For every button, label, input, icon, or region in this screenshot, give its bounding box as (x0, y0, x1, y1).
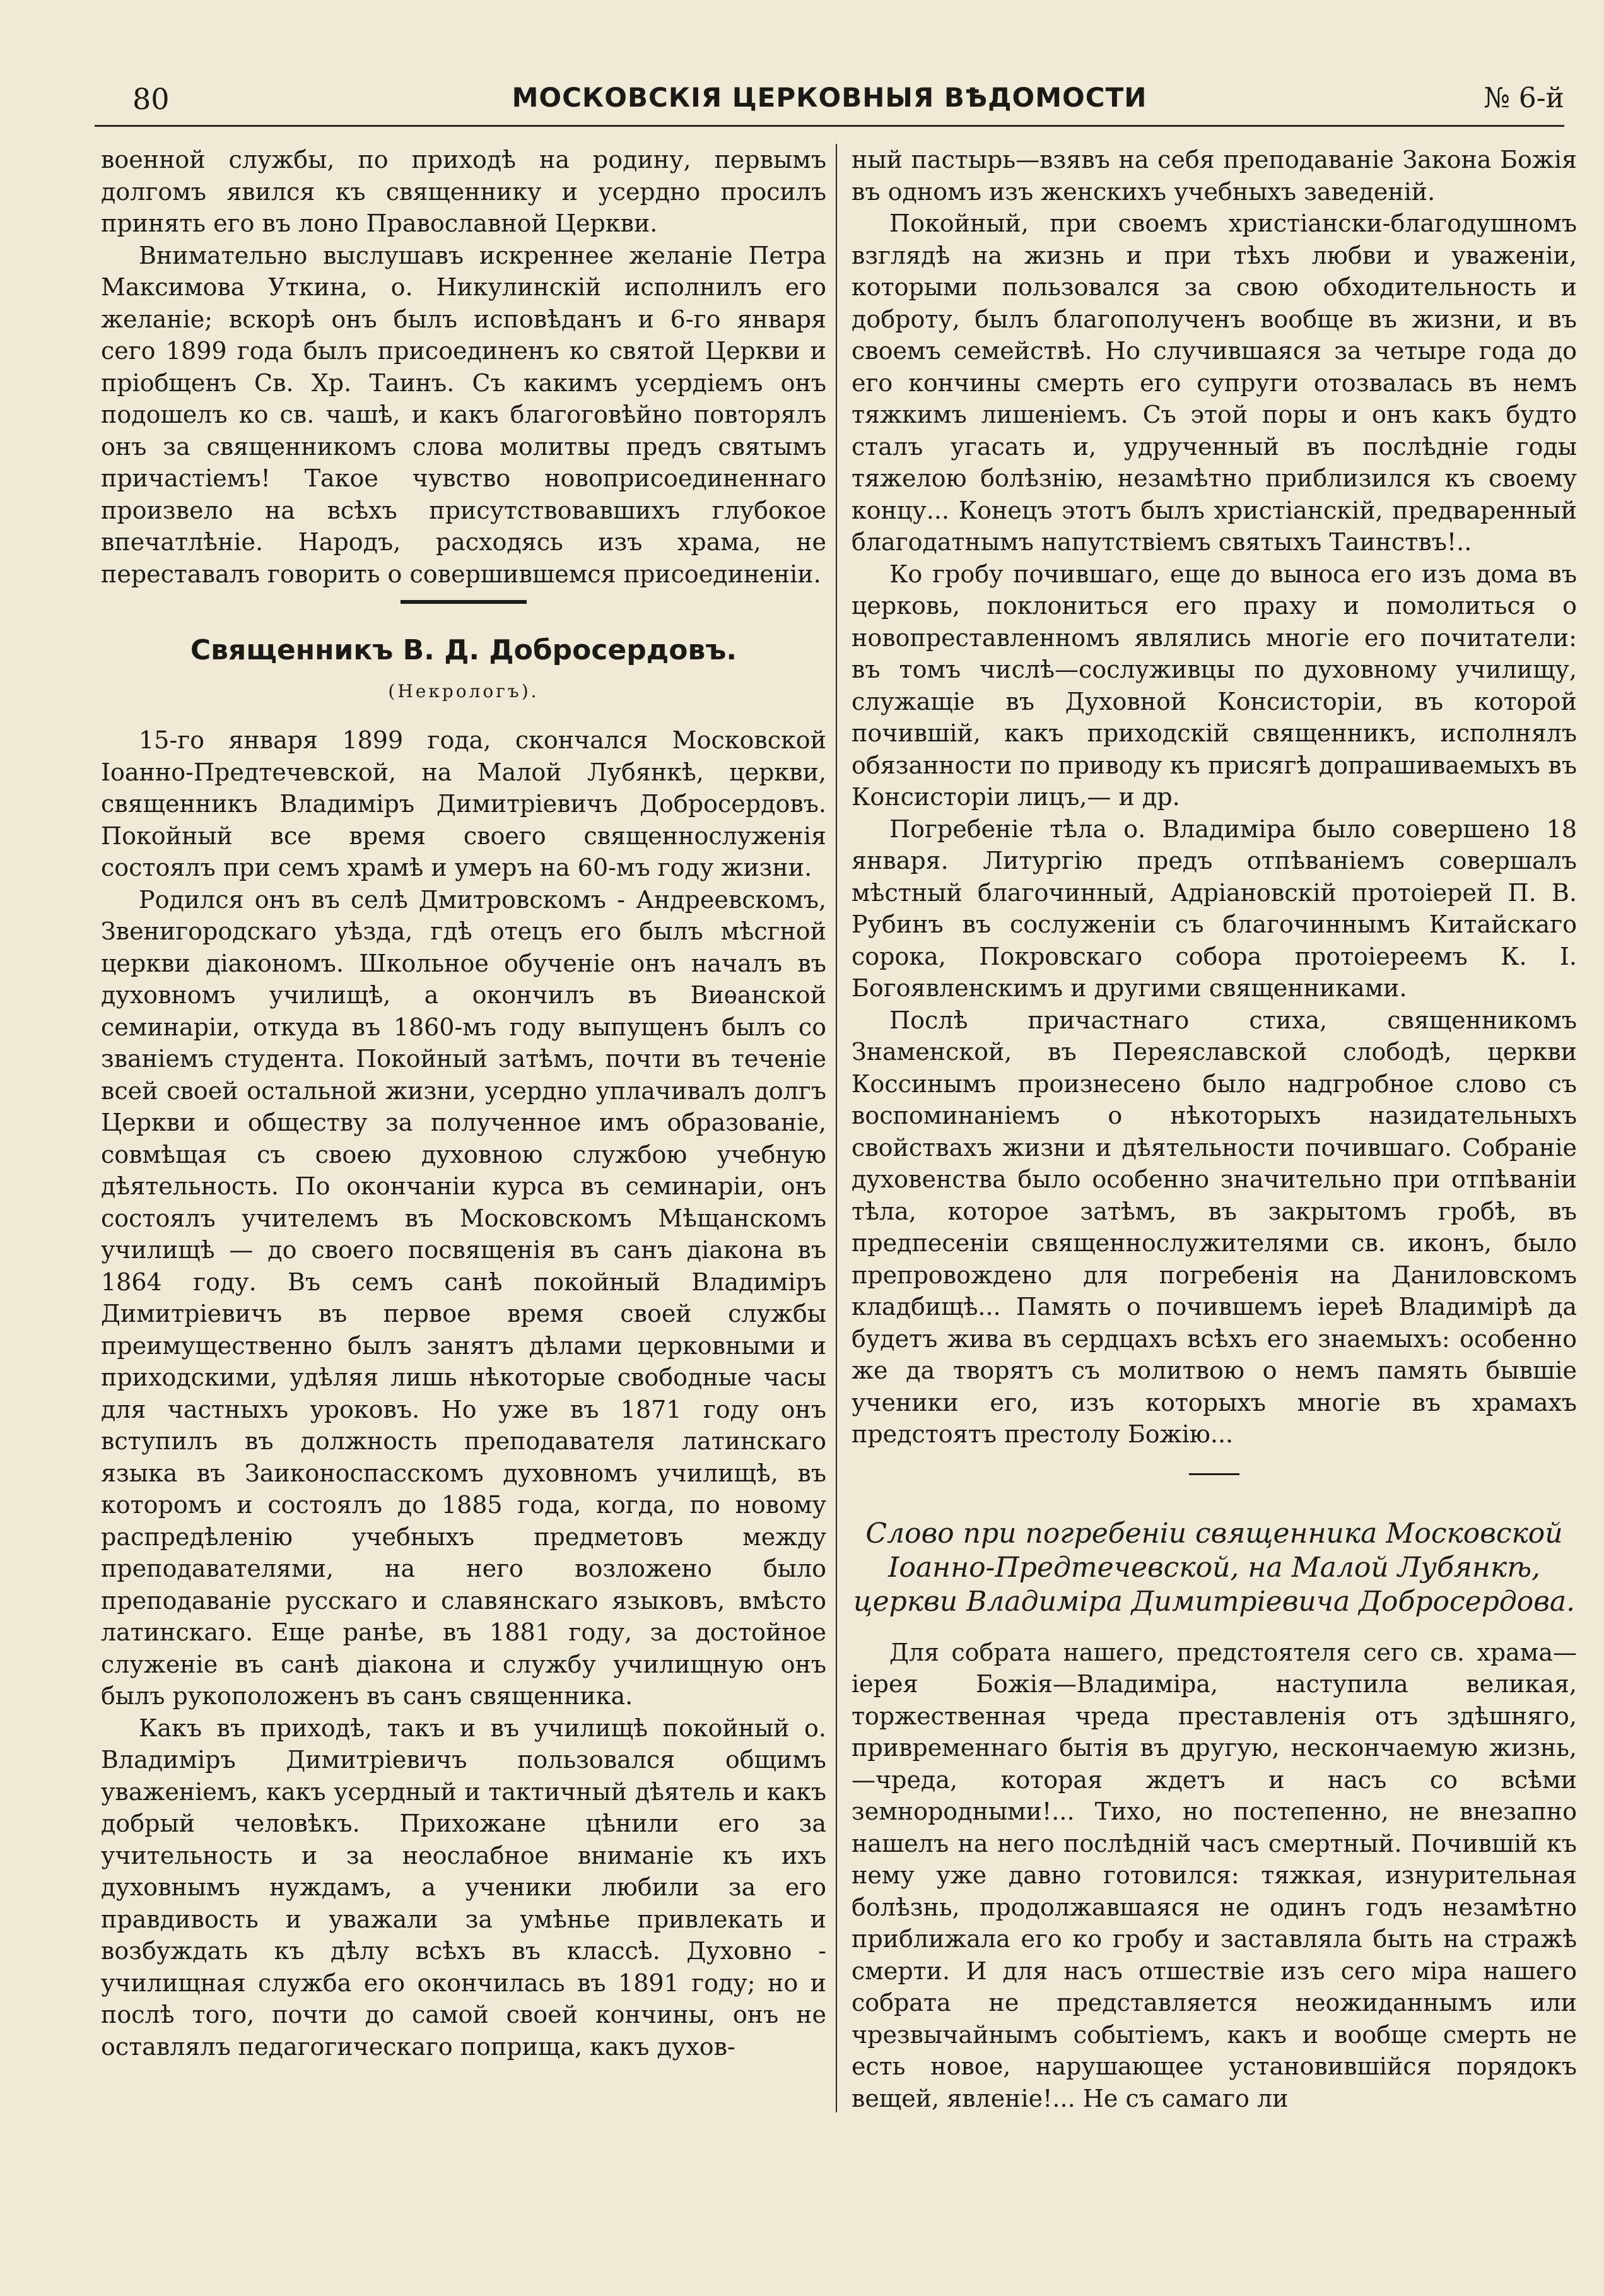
page-header (95, 82, 1564, 120)
obituary-subheading: (Некрологъ). (388, 681, 539, 702)
obituary-paragraph: 15-го января 1899 года, скончался Московской Іоанно-Предтечевской, на Малой Лубянкѣ, церкви, священникъ Владиміръ Димитріевичъ Добросердовъ. Покойный все время своего священнослуженія состоялъ при семъ храмѣ и умеръ на 60-мъ году жизни. (101, 726, 826, 881)
obituary-continuation-paragraph: Ко гробу почившаго, еще до выноса его изъ дома въ церковь, поклониться его праху и помолиться о новопреставленномъ являлись многіе его почитатели: въ томъ числѣ—сослуживцы по духовному училищу, служащіе въ Духовной Консисторіи, въ которой почившій, какъ приходскій священникъ, исполнялъ обязанности по приводу къ присягѣ допрашиваемыхъ въ Консисторіи лицъ,— и др. (852, 560, 1577, 811)
obituary-paragraph: Какъ въ приходѣ, такъ и въ училищѣ покойный о. Владиміръ Димитріевичъ пользовался общимъ уваженіемъ, какъ усердный и тактичный дѣятель и какъ добрый человѣкъ. Прихожане цѣнили его за учительность и за неослабное вниманіе къ ихъ духовнымъ нуждамъ, а ученики любили за его правдивость и уважали за умѣнье привлекать и возбуждать къ дѣлу всѣхъ въ классѣ. Духовно - училищная служба его окончилась въ 1891 году; но и послѣ того, почти до самой своей кончины, онъ не оставлялъ педагогическаго поприща, какъ духов- (101, 1714, 826, 2061)
running-title: МОСКОВСКІЯ ЦЕРКОВНЫЯ ВѢДОМОСТИ (512, 82, 1147, 113)
obituary-continuation-paragraph: Покойный, при своемъ христіански-благодушномъ взглядѣ на жизнь и при тѣхъ любви и уваженіи, которыми пользовался за свою обходительность и доброту, былъ благополученъ вообще въ жизни, и въ своемъ семействѣ. Но случившаяся за четыре года до его кончины смерть его супруги отозвалась въ немъ тяжкимъ лишеніемъ. Съ этой поры и онъ какъ будто сталъ угасать и, удрученный въ послѣдніе годы тяжелою болѣзнію, незамѣтно приблизился къ своему концу... Конецъ этотъ былъ христіанскій, предваренный благодатнымъ напутствіемъ святыхъ Таинствъ!.. (852, 209, 1577, 556)
obituary-heading: Священникъ В. Д. Добросердовъ. (190, 634, 737, 666)
header-rule (95, 125, 1564, 127)
section-rule (1189, 1473, 1239, 1475)
section-rule (401, 600, 527, 604)
obituary-continuation-paragraph: Послѣ причастнаго стиха, священникомъ Знаменской, въ Переяславской слободѣ, церкви Коссинымъ произнесено было надгробное слово съ воспоминаніемъ о нѣкоторыхъ назидательныхъ свойствахъ жизни и дѣятельности почившаго. Собраніе духовенства было особенно значительно при отпѣваніи тѣла, которое затѣмъ, въ закрытомъ гробѣ, въ предпесеніи священнослужителями св. иконъ, было препровождено для погребенія на Даниловскомъ кладбищѣ... Память о почившемъ іереѣ Владимірѣ да будетъ жива въ сердцахъ всѣхъ его знаемыхъ: особенно же да творятъ съ молитвою о немъ память бывшіе ученики его, изъ которыхъ многіе въ храмахъ предстоятъ престолу Божію... (852, 1006, 1577, 1448)
obituary-paragraph: Родился онъ въ селѣ Дмитровскомъ - Андреевскомъ, Звенигородскаго уѣзда, гдѣ отецъ его былъ мѣсгной церкви діакономъ. Школьное обученіе онъ началъ въ духовномъ училищѣ, а окончилъ въ Виѳанской семинаріи, откуда въ 1860-мъ году выпущенъ былъ со званіемъ студента. Покойный затѣмъ, почти въ теченіе всей своей остальной жизни, усердно уплачивалъ долгъ Церкви и обществу за полученное имъ образованіе, совмѣщая съ своею духовною службою учебную дѣятельность. По окончаніи курса въ семинаріи, онъ состоялъ учителемъ въ Московскомъ Мѣщанскомъ училищѣ — до своего посвященія въ санъ діакона въ 1864 году. Въ семъ санѣ покойный Владиміръ Димитріевичъ въ первое время своей службы преимущественно былъ занятъ дѣлами церковными и приходскими, удѣляя лишь нѣкоторые свободные часы для частныхъ уроковъ. Но уже въ 1871 году онъ вступилъ въ должность преподавателя латинскаго языка въ Заиконоспасскомъ духовномъ училищѣ, въ которомъ и состоялъ до 1885 года, когда, по новому распредѣленію учебныхъ предметовъ между преподавателями, на него возложено было преподаваніе русскаго и славянскаго языковъ, вмѣсто латинскаго. Еще ранѣе, въ 1881 году, за достойное служеніе въ санѣ діакона и службу училищную онъ былъ рукоположенъ въ санъ священника. (101, 885, 826, 1710)
intro-paragraph: Внимательно выслушавъ искреннее желаніе Петра Максимова Уткина, о. Никулинскій исполнилъ его желаніе; вскорѣ онъ былъ исповѣданъ и 6-го января сего 1899 года былъ присоединенъ ко святой Церкви и пріобщенъ Св. Хр. Таинъ. Съ какимъ усердіемъ онъ подошелъ ко св. чашѣ, и какъ благоговѣйно повторялъ онъ за священникомъ слова молитвы предъ святымъ причастіемъ! Такое чувство новоприсоединеннаго произвело на всѣхъ присутствовавшихъ глубокое впечатлѣніе. Народъ, расходясь изъ храма, не переставалъ говорить о совершившемся присоединеніи. (101, 241, 826, 588)
obituary-continuation-paragraph: ный пастырь—взявъ на себя преподаваніе Закона Божія въ одномъ изъ женскихъ учебныхъ заведеній. (852, 146, 1577, 206)
issue-number: № 6-й (1484, 82, 1564, 114)
page-number: 80 (132, 82, 170, 116)
right-column (852, 144, 1577, 2114)
intro-paragraph: военной службы, по приходѣ на родину, первымъ долгомъ явился къ священнику и усердно просилъ принять его въ лоно Православной Церкви. (101, 146, 826, 237)
left-column (101, 144, 826, 2063)
sermon-paragraph: Для собрата нашего, предстоятеля сего св. храма— іерея Божія—Владиміра, наступила великая, торжественная чреда преставленія отъ здѣшняго, привременнаго бытія въ другую, нескончаемую жизнь,—чреда, которая ждетъ и насъ со всѣми земнородными!... Тихо, но постепенно, не внезапно нашелъ на него послѣдній часъ смертный. Почившій къ нему уже давно готовился: тяжкая, изнурительная болѣзнь, продолжавшаяся не одинъ годъ незамѣтно приближала его ко гробу и заставляла быть на стражѣ смерти. И для насъ отшествіе изъ сего міра нашего собрата не представляется неожиданнымъ или чрезвычайнымъ событіемъ, какъ и вообще смерть не есть новое, нарушающее установившійся порядокъ вещей, явленіе!... Не съ самаго ли (852, 1638, 1577, 2112)
column-divider (836, 144, 837, 2112)
sermon-title: Слово при погребеніи священника Московской Іоанно-Предтечевской, на Малой Лубянкѣ, церкви Владиміра Димитріевича Добросердова. (853, 1517, 1576, 1618)
obituary-continuation-paragraph: Погребеніе тѣла о. Владиміра было совершено 18 января. Литургію предъ отпѣваніемъ совершалъ мѣстный благочинный, Адріановскій протоіерей П. В. Рубинъ въ сослуженіи съ благочиннымъ Китайскаго сорока, Покровскаго собора протоіереемъ К. І. Богоявленскимъ и другими священниками. (852, 815, 1577, 1002)
